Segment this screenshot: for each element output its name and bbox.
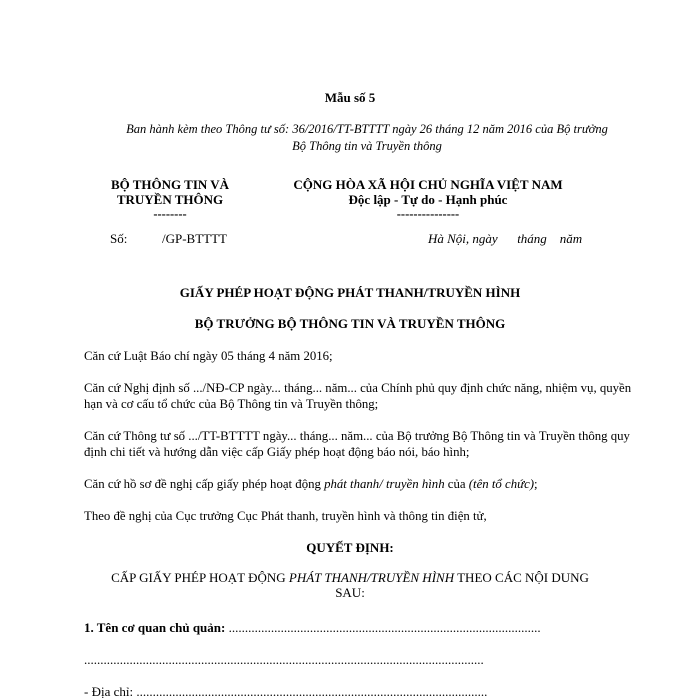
legal-basis-4-organization: (tên tổ chức): [468, 477, 535, 491]
grant-statement-line-2: SAU:: [335, 585, 365, 600]
legal-basis-4-broadcast-type: phát thanh/ truyền hình: [324, 477, 445, 491]
national-motto: Độc lập - Tự do - Hạnh phúc: [348, 192, 508, 207]
document-number-label: Số:: [110, 231, 128, 246]
issued-by-line-1: Ban hành kèm theo Thông tư số: 36/2016/TT-BTTTT ngày 26 tháng 12 năm 2016 của Bộ trưởng: [126, 122, 608, 136]
decision-title: QUYẾT ĐỊNH:: [306, 540, 394, 555]
form-number: Mẫu số 5: [324, 90, 376, 105]
address-field: [84, 684, 487, 700]
grant-prefix: CẤP GIẤY PHÉP HOẠT ĐỘNG: [111, 570, 289, 585]
governing-body-continuation: ...........................................................................................................................: [84, 652, 484, 667]
grant-statement-line-1: [0, 570, 700, 586]
legal-basis-5: Theo đề nghị của Cục trưởng Cục Phát thanh, truyền hình và thông tin điện tử,: [84, 509, 487, 523]
grant-suffix: THEO CÁC NỘI DUNG: [454, 570, 589, 585]
address-dots: ............................................................................................................: [133, 684, 488, 699]
license-title: GIẤY PHÉP HOẠT ĐỘNG PHÁT THANH/TRUYỀN HÌNH: [179, 285, 521, 300]
minister-title: BỘ TRƯỞNG BỘ THÔNG TIN VÀ TRUYỀN THÔNG: [194, 316, 506, 331]
legal-basis-4-prefix: Căn cứ hồ sơ đề nghị cấp giấy phép hoạt động: [84, 477, 325, 491]
governing-body-label: 1. Tên cơ quan chủ quản:: [84, 620, 226, 635]
legal-basis-4-suffix: ;: [534, 477, 538, 491]
legal-basis-1: Căn cứ Luật Báo chí ngày 05 tháng 4 năm 2016;: [84, 349, 333, 363]
ministry-name-line-2: TRUYỀN THÔNG: [116, 192, 224, 207]
issued-by-line-2: Bộ Thông tin và Truyền thông: [292, 139, 442, 153]
legal-basis-2: Căn cứ Nghị định số .../NĐ-CP ngày... tháng... năm... của Chính phủ quy định chức năng, nhiệm vụ, quyền hạn và cơ cấu tổ chức của Bộ Thông tin và Truyền thông;: [84, 381, 632, 411]
legal-basis-3: Căn cứ Thông tư số .../TT-BTTTT ngày... tháng... năm... của Bộ trưởng Bộ Thông tin và Truyền thông quy định chi tiết và hướng dẫn việc cấp Giấy phép hoạt động báo nói, báo hình;: [84, 429, 630, 459]
place-and-date: Hà Nội, ngày tháng năm: [428, 231, 583, 246]
national-title: CỘNG HÒA XÃ HỘI CHỦ NGHĨA VIỆT NAM: [293, 177, 563, 192]
legal-basis-4: [84, 476, 644, 492]
ministry-divider: --------: [153, 207, 187, 221]
grant-broadcast-type: PHÁT THANH/TRUYỀN HÌNH: [288, 570, 455, 585]
governing-body-field: [84, 620, 541, 636]
document-number-code: /GP-BTTTT: [162, 231, 227, 246]
governing-body-dots: ................................................................................................: [225, 620, 541, 635]
national-divider: ---------------: [396, 207, 460, 221]
address-label: - Địa chỉ:: [84, 684, 134, 699]
legal-basis-4-middle: của: [444, 477, 469, 491]
ministry-name-line-1: BỘ THÔNG TIN VÀ: [110, 177, 230, 192]
